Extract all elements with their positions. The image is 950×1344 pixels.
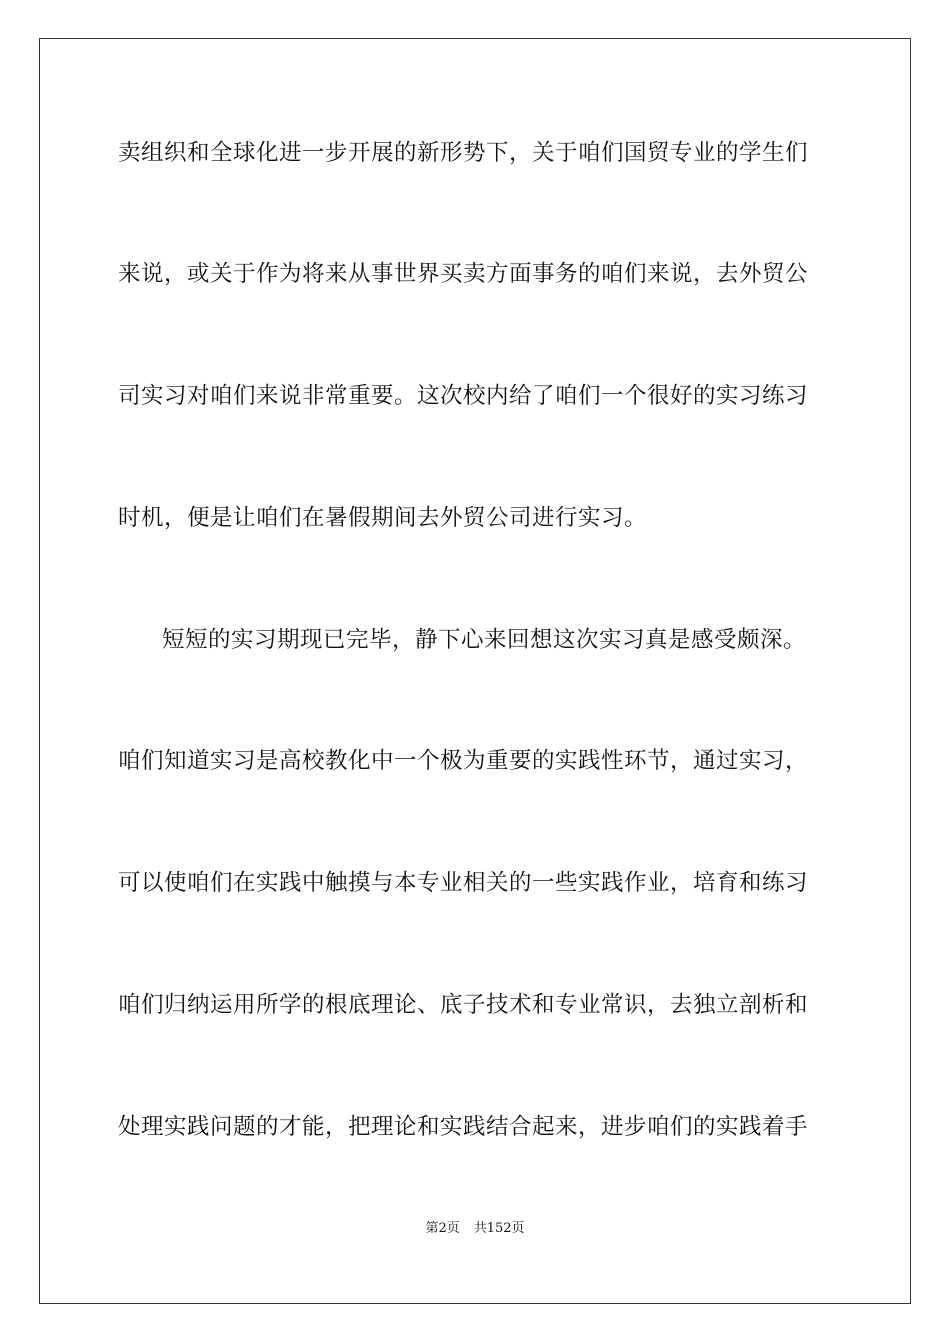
paragraph-line: 可以使咱们在实践中触摸与本专业相关的一些实践作业，培育和练习 (118, 870, 809, 896)
page-number: 第2页 (425, 1221, 460, 1236)
paragraph-line: 时机，便是让咱们在暑假期间去外贸公司进行实习。 (118, 505, 648, 531)
paragraph-line: 咱们知道实习是高校教化中一个极为重要的实践性环节，通过实习， (118, 748, 809, 774)
paragraph-line: 卖组织和全球化进一步开展的新形势下，关于咱们国贸专业的学生们 (118, 140, 809, 166)
paragraph-line: 咱们归纳运用所学的根底理论、底子技术和专业常识，去独立剖析和 (118, 992, 809, 1018)
total-pages: 共152页 (473, 1221, 525, 1236)
page-footer (0, 1220, 950, 1238)
paragraph-line: 司实习对咱们来说非常重要。这次校内给了咱们一个很好的实习练习 (118, 383, 809, 409)
paragraph-line-indented: 短短的实习期现已完毕，静下心来回想这次实习真是感受颇深。 (162, 627, 807, 653)
paragraph-line: 来说，或关于作为将来从事世界买卖方面事务的咱们来说，去外贸公 (118, 261, 809, 287)
paragraph-line: 处理实践问题的才能，把理论和实践结合起来，进步咱们的实践着手 (118, 1114, 809, 1140)
